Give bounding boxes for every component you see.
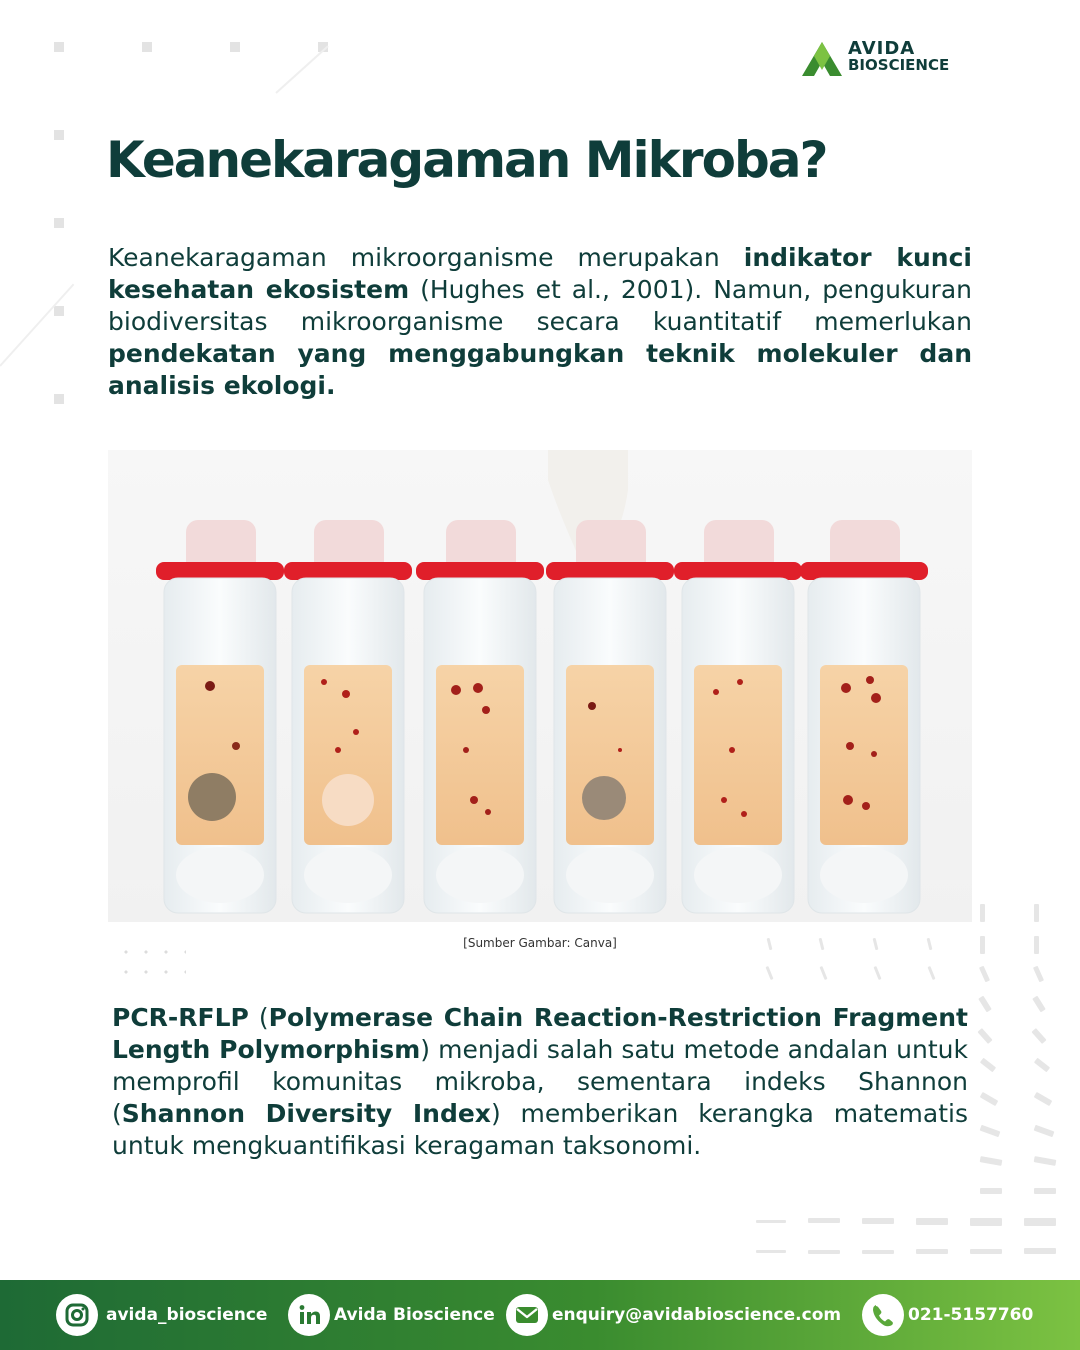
intro-text: (Hughes et al., 2001). Namun, pengukuran biodiversitas mikroorganisme secara kuantitatif memerlukan	[108, 275, 972, 336]
phone-link[interactable]	[862, 1293, 1033, 1337]
instagram-handle: avida_bioscience	[106, 1305, 268, 1325]
linkedin-icon	[288, 1294, 330, 1336]
brand-name-line2: BIOSCIENCE	[848, 56, 950, 74]
brand-name-line1: AVIDA	[848, 38, 916, 59]
phone-number: 021-5157760	[908, 1305, 1034, 1325]
body-bold: PCR-RFLP	[112, 1003, 249, 1032]
decor-line	[0, 284, 74, 367]
body-bold: Polymerase Chain Reaction-Restriction Fragment Length Polymorphism	[112, 1003, 968, 1064]
decor-dots	[116, 950, 186, 954]
body-text: (	[248, 1003, 269, 1032]
instagram-link[interactable]	[56, 1293, 267, 1337]
body-text: ) menjadi salah satu metode andalan untuk memprofil komunitas mikroba, sementara indeks Shannon (	[112, 1035, 968, 1128]
mail-icon	[506, 1294, 548, 1336]
linkedin-name: Avida Bioscience	[334, 1305, 495, 1325]
culture-tubes-photo	[108, 450, 972, 922]
brand-logo	[800, 40, 1000, 80]
tubes-illustration	[108, 450, 972, 922]
image-caption: [Sumber Gambar: Canva]	[463, 936, 617, 950]
body-paragraph	[112, 1002, 968, 1162]
intro-bold: pendekatan yang menggabungkan teknik molekuler dan analisis ekologi.	[108, 339, 972, 400]
instagram-icon	[56, 1294, 98, 1336]
email-address: enquiry@avidabioscience.com	[552, 1305, 842, 1325]
body-text: ) memberikan kerangka matematis untuk mengkuantifikasi keragaman taksonomi.	[112, 1099, 968, 1160]
email-link[interactable]	[506, 1293, 841, 1337]
decor-line	[275, 45, 328, 93]
linkedin-link[interactable]	[288, 1293, 495, 1337]
phone-icon	[862, 1294, 904, 1336]
intro-bold: indikator kunci kesehatan ekosistem	[108, 243, 972, 304]
intro-paragraph	[108, 242, 972, 402]
decor-dots	[116, 970, 186, 974]
page-title: Keanekaragaman Mikroba?	[106, 131, 827, 189]
avida-logo-icon	[800, 40, 844, 78]
contact-footer	[0, 1280, 1080, 1350]
intro-text: Keanekaragaman mikroorganisme merupakan	[108, 243, 744, 272]
body-bold: Shannon Diversity Index	[121, 1099, 491, 1128]
